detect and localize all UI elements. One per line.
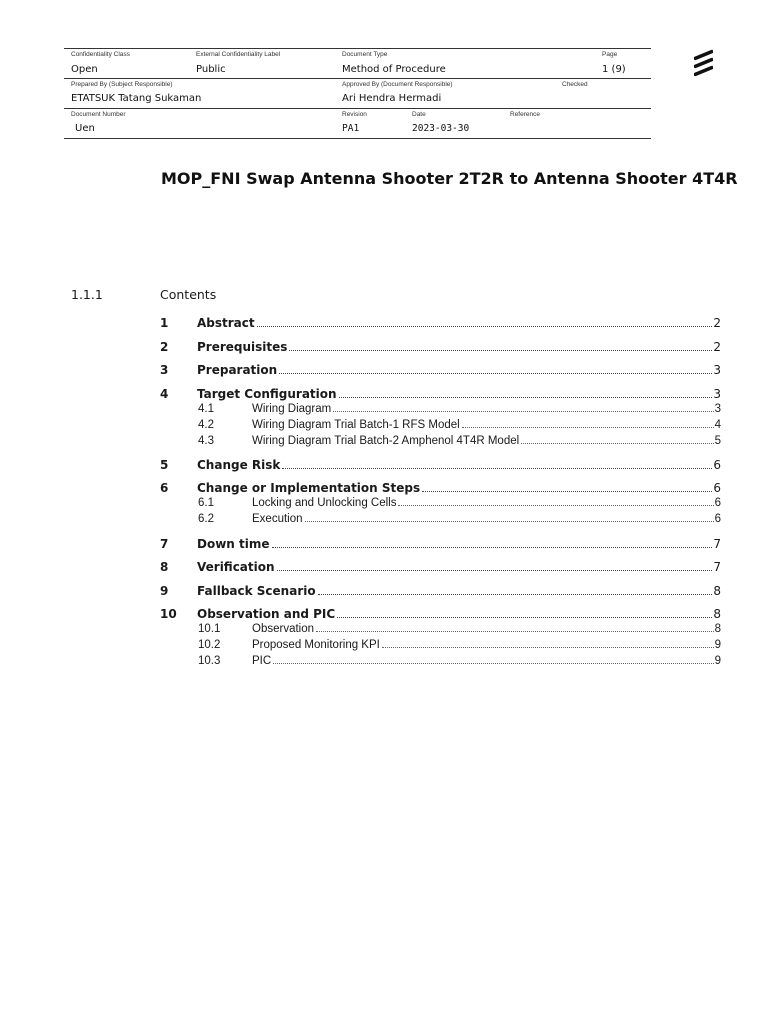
- toc-page: 2: [713, 340, 721, 354]
- toc-entry-observation[interactable]: [198, 623, 721, 635]
- revision-value: PA1: [342, 123, 360, 134]
- toc-label: Wiring Diagram Trial Batch-1 RFS Model: [252, 419, 460, 431]
- toc-entry-monitoring-kpi[interactable]: [198, 639, 721, 651]
- toc-number: 8: [160, 560, 169, 574]
- toc-label: Execution: [252, 513, 303, 525]
- date-label: Date: [412, 111, 426, 118]
- page-value: 1 (9): [602, 64, 626, 75]
- document-number-label: Document Number: [71, 111, 126, 118]
- toc-entry-preparation[interactable]: [160, 363, 721, 377]
- header-bottom-rule: [64, 138, 651, 139]
- toc-page: 9: [714, 639, 721, 651]
- toc-label: Down time: [197, 537, 270, 551]
- toc-label: Wiring Diagram: [252, 403, 332, 415]
- toc-entry-locking-unlocking[interactable]: [198, 497, 721, 509]
- external-confidentiality-value: Public: [196, 64, 226, 75]
- confidentiality-class-value: Open: [71, 64, 98, 75]
- toc-number: 3: [160, 363, 169, 377]
- header-rule-3: [64, 108, 651, 109]
- toc-label: Observation and PIC: [197, 607, 336, 621]
- toc-entry-change-risk[interactable]: [160, 458, 721, 472]
- toc-leader: [305, 521, 714, 522]
- toc-label: Change Risk: [197, 458, 281, 472]
- toc-page: 6: [714, 497, 721, 509]
- toc-page: 6: [713, 481, 721, 495]
- toc-leader: [282, 468, 712, 469]
- toc-leader: [272, 547, 713, 548]
- toc-leader: [422, 491, 712, 492]
- toc-leader: [337, 617, 712, 618]
- toc-number: 9: [160, 584, 169, 598]
- toc-page: 7: [713, 537, 721, 551]
- toc-number: 10.1: [198, 623, 221, 635]
- toc-number: 1: [160, 316, 169, 330]
- toc-leader: [398, 505, 713, 506]
- checked-label: Checked: [562, 81, 588, 88]
- toc-label: PIC: [252, 655, 272, 667]
- toc-leader: [521, 443, 713, 444]
- toc-entry-down-time[interactable]: [160, 537, 721, 551]
- header-rule-2: [64, 78, 651, 79]
- toc-page: 4: [714, 419, 721, 431]
- toc-page: 2: [713, 316, 721, 330]
- page-label: Page: [602, 51, 618, 58]
- toc-page: 3: [713, 363, 721, 377]
- header-top-rule: [64, 48, 651, 49]
- toc-leader: [273, 663, 713, 664]
- toc-number: 6: [160, 481, 169, 495]
- toc-entry-prerequisites[interactable]: [160, 340, 721, 354]
- revision-label: Revision: [342, 111, 367, 118]
- approved-by-label: Approved By (Document Responsible): [342, 81, 453, 88]
- toc-entry-wiring-diagram-batch-1[interactable]: [198, 419, 721, 431]
- toc-page: 8: [714, 623, 721, 635]
- toc-label: Proposed Monitoring KPI: [252, 639, 380, 651]
- toc-label: Abstract: [197, 316, 255, 330]
- toc-label: Locking and Unlocking Cells: [252, 497, 397, 509]
- toc-leader: [316, 631, 714, 632]
- toc-page: 3: [713, 387, 721, 401]
- toc-number: 4.3: [198, 435, 214, 447]
- toc-entry-fallback-scenario[interactable]: [160, 584, 721, 598]
- external-confidentiality-label: External Confidentiality Label: [196, 51, 281, 58]
- approved-by-value: Ari Hendra Hermadi: [342, 93, 442, 104]
- toc-leader: [339, 397, 713, 398]
- toc-page: 9: [714, 655, 721, 667]
- toc-number: 4: [160, 387, 169, 401]
- toc-entry-wiring-diagram-batch-2[interactable]: [198, 435, 721, 447]
- toc-leader: [462, 427, 714, 428]
- document-type-label: Document Type: [342, 51, 388, 58]
- toc-leader: [277, 570, 713, 571]
- confidentiality-class-label: Confidentiality Class: [71, 51, 130, 58]
- toc-entry-abstract[interactable]: [160, 316, 721, 330]
- toc-entry-observation-pic[interactable]: [160, 607, 721, 621]
- document-number-value: Uen: [75, 123, 95, 134]
- toc-page: 8: [713, 607, 721, 621]
- document-type-value: Method of Procedure: [342, 64, 446, 75]
- toc-leader: [257, 326, 713, 327]
- toc-number: 4.1: [198, 403, 214, 415]
- toc-page: 6: [713, 458, 721, 472]
- toc-leader: [318, 594, 713, 595]
- toc-entry-pic[interactable]: [198, 655, 721, 667]
- section-title: Contents: [160, 287, 217, 302]
- toc-number: 10.3: [198, 655, 221, 667]
- toc-page: 3: [714, 403, 721, 415]
- toc-label: Target Configuration: [197, 387, 337, 401]
- toc-number: 10.2: [198, 639, 221, 651]
- toc-entry-execution[interactable]: [198, 513, 721, 525]
- toc-leader: [333, 411, 713, 412]
- prepared-by-label: Prepared By (Subject Responsible): [71, 81, 173, 88]
- toc-entry-wiring-diagram[interactable]: [198, 403, 721, 415]
- toc-number: 10: [160, 607, 177, 621]
- toc-label: Change or Implementation Steps: [197, 481, 421, 495]
- toc-label: Fallback Scenario: [197, 584, 316, 598]
- toc-label: Verification: [197, 560, 275, 574]
- toc-number: 2: [160, 340, 169, 354]
- toc-page: 5: [714, 435, 721, 447]
- toc-label: Observation: [252, 623, 315, 635]
- section-number: 1.1.1: [71, 287, 103, 302]
- reference-label: Reference: [510, 111, 540, 118]
- toc-number: 4.2: [198, 419, 214, 431]
- toc-label: Preparation: [197, 363, 278, 377]
- prepared-by-value: ETATSUK Tatang Sukaman: [71, 93, 202, 104]
- toc-number: 6.2: [198, 513, 214, 525]
- toc-label: Wiring Diagram Trial Batch-2 Amphenol 4T4R Model: [252, 435, 520, 447]
- ericsson-logo-icon: [692, 48, 714, 76]
- toc-page: 8: [713, 584, 721, 598]
- toc-page: 6: [714, 513, 721, 525]
- toc-entry-target-configuration[interactable]: [160, 387, 721, 401]
- toc-number: 5: [160, 458, 169, 472]
- toc-entry-verification[interactable]: [160, 560, 721, 574]
- toc-page: 7: [713, 560, 721, 574]
- date-value: 2023-03-30: [412, 123, 470, 134]
- toc-label: Prerequisites: [197, 340, 288, 354]
- toc-number: 7: [160, 537, 169, 551]
- toc-entry-implementation-steps[interactable]: [160, 481, 721, 495]
- document-title: MOP_FNI Swap Antenna Shooter 2T2R to Antenna Shooter 4T4R: [161, 169, 738, 188]
- toc-leader: [279, 373, 712, 374]
- toc-number: 6.1: [198, 497, 214, 509]
- toc-leader: [289, 350, 712, 351]
- toc-leader: [382, 647, 714, 648]
